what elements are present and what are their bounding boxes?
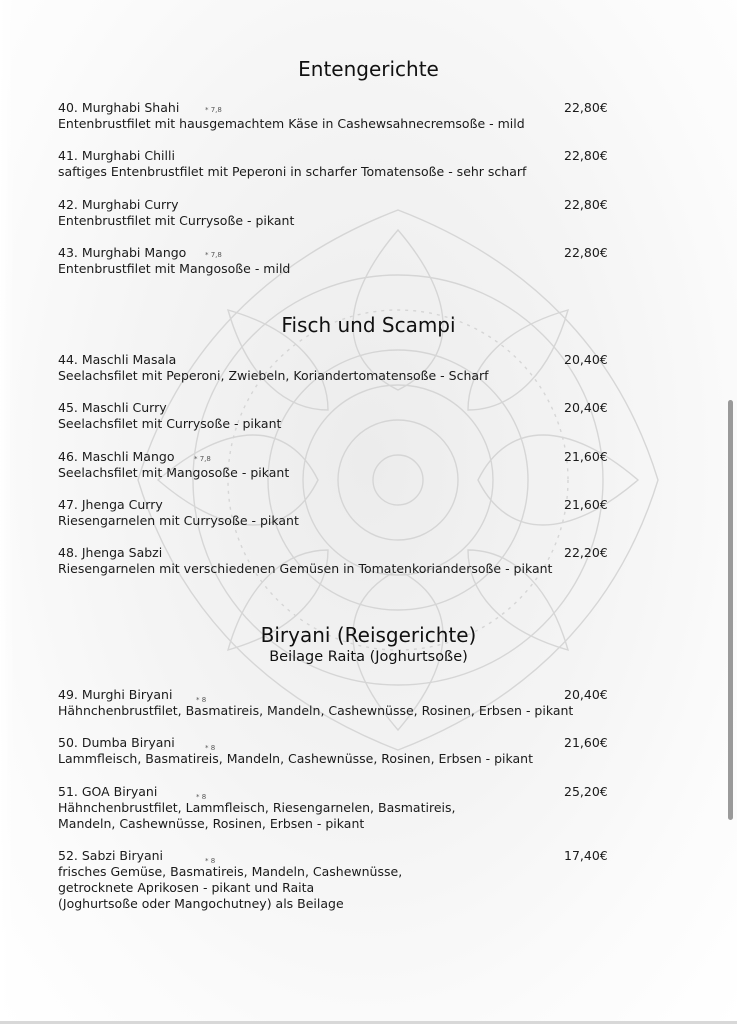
section-title-fish: Fisch und Scampi	[281, 313, 456, 337]
menu-item-52	[58, 848, 618, 912]
menu-item-42	[58, 197, 618, 229]
menu-item-46	[58, 449, 618, 481]
item-description: Entenbrustfilet mit Currysoße - pikant	[58, 213, 295, 228]
allergen-note: * 7,8	[205, 251, 222, 259]
item-name: 41. Murghabi Chilli	[58, 148, 175, 163]
allergen-note: * 8	[205, 857, 216, 865]
item-description: frisches Gemüse, Basmatireis, Mandeln, Cashewnüsse, getrocknete Aprikosen - pikant und Raita (Joghurtsoße oder Mangochutney) als Beilage	[58, 864, 403, 911]
item-name: 49. Murghi Biryani	[58, 687, 173, 702]
allergen-note: * 8	[196, 696, 207, 704]
item-price: 20,40€	[564, 352, 608, 367]
item-price: 22,80€	[564, 197, 608, 212]
menu-item-41	[58, 148, 618, 180]
menu-item-48	[58, 545, 618, 577]
item-name: 45. Maschli Curry	[58, 400, 167, 415]
item-name: 42. Murghabi Curry	[58, 197, 179, 212]
allergen-note: * 8	[205, 744, 216, 752]
menu-item-43	[58, 245, 618, 277]
vertical-scrollbar[interactable]	[728, 400, 733, 820]
item-price: 21,60€	[564, 497, 608, 512]
item-description: Lammfleisch, Basmatireis, Mandeln, Cashewnüsse, Rosinen, Erbsen - pikant	[58, 751, 533, 766]
item-name: 40. Murghabi Shahi	[58, 100, 180, 115]
item-name: 52. Sabzi Biryani	[58, 848, 164, 863]
item-name: 46. Maschli Mango	[58, 449, 175, 464]
menu-item-50	[58, 735, 618, 767]
item-description: Hähnchenbrustfilet, Basmatireis, Mandeln, Cashewnüsse, Rosinen, Erbsen - pikant	[58, 703, 574, 718]
item-price: 25,20€	[564, 784, 608, 799]
item-price: 22,20€	[564, 545, 608, 560]
menu-item-45	[58, 400, 618, 432]
item-price: 22,80€	[564, 100, 608, 115]
item-description: Entenbrustfilet mit Mangosoße - mild	[58, 261, 291, 276]
menu-item-44	[58, 352, 618, 384]
section-subtitle-biryani: Beilage Raita (Joghurtsoße)	[269, 649, 468, 665]
item-price: 21,60€	[564, 735, 608, 750]
item-price: 21,60€	[564, 449, 608, 464]
item-description: Seelachsfilet mit Currysoße - pikant	[58, 416, 282, 431]
item-price: 17,40€	[564, 848, 608, 863]
item-price: 20,40€	[564, 687, 608, 702]
item-price: 22,80€	[564, 148, 608, 163]
item-description: Seelachsfilet mit Mangosoße - pikant	[58, 465, 290, 480]
menu-item-47	[58, 497, 618, 529]
section-title-biryani: Biryani (Reisgerichte)	[260, 623, 477, 647]
item-name: 43. Murghabi Mango	[58, 245, 187, 260]
item-description: Hähnchenbrustfilet, Lammfleisch, Riesengarnelen, Basmatireis, Mandeln, Cashewnüsse, Rosinen, Erbsen - pikant	[58, 800, 456, 831]
item-price: 22,80€	[564, 245, 608, 260]
menu-item-40	[58, 100, 618, 132]
item-name: 48. Jhenga Sabzi	[58, 545, 163, 560]
item-description: Seelachsfilet mit Peperoni, Zwiebeln, Koriandertomatensoße - Scharf	[58, 368, 489, 383]
item-price: 20,40€	[564, 400, 608, 415]
allergen-note: * 7,8	[194, 455, 211, 463]
menu-item-49	[58, 687, 618, 719]
item-name: 47. Jhenga Curry	[58, 497, 163, 512]
item-description: Riesengarnelen mit Currysoße - pikant	[58, 513, 299, 528]
item-name: 50. Dumba Biryani	[58, 735, 175, 750]
item-description: Entenbrustfilet mit hausgemachtem Käse in Cashewsahnecremsoße - mild	[58, 116, 525, 131]
item-name: 51. GOA Biryani	[58, 784, 158, 799]
section-title-duck: Entengerichte	[298, 57, 439, 81]
menu-item-51	[58, 784, 618, 832]
allergen-note: * 7,8	[205, 106, 222, 114]
item-name: 44. Maschli Masala	[58, 352, 177, 367]
item-description: saftiges Entenbrustfilet mit Peperoni in scharfer Tomatensoße - sehr scharf	[58, 164, 527, 179]
item-description: Riesengarnelen mit verschiedenen Gemüsen in Tomatenkoriandersoße - pikant	[58, 561, 553, 576]
allergen-note: * 8	[196, 793, 207, 801]
